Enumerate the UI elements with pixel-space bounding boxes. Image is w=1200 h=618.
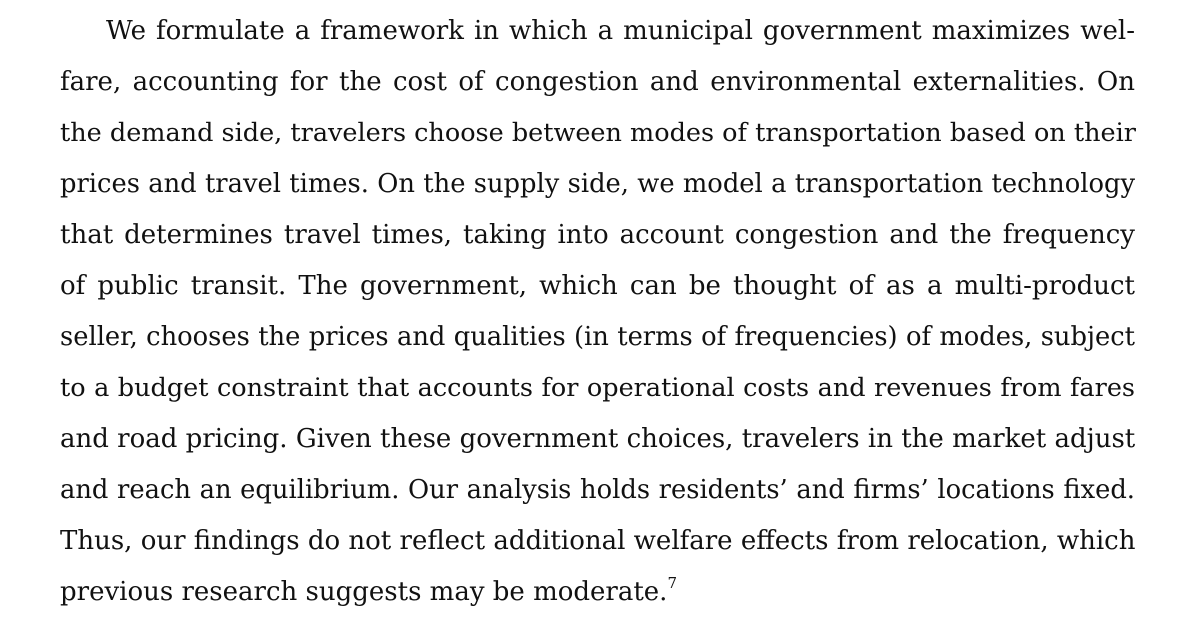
paragraph-line-10: and reach an equilibrium. Our analysis holds residents’ and firms’ locations fixed.	[60, 475, 1135, 505]
paragraph-line-7: seller, chooses the prices and qualities (in terms of frequencies) of modes, subject	[60, 322, 1135, 352]
footnote-marker[interactable]: 7	[667, 574, 677, 592]
paragraph-line-11: Thus, our findings do not reflect additional welfare effects from relocation, which	[60, 526, 1136, 556]
paragraph-line-3: the demand side, travelers choose between modes of transportation based on their	[60, 118, 1136, 148]
paragraph-line-2: fare, accounting for the cost of congestion and environmental externalities. On	[60, 67, 1135, 97]
paragraph-line-12	[60, 567, 1135, 618]
paragraph-line-1: We formulate a framework in which a municipal government maximizes wel-	[106, 16, 1135, 46]
paragraph-line-9: and road pricing. Given these government choices, travelers in the market adjust	[60, 424, 1136, 454]
paragraph-line-5: that determines travel times, taking into account congestion and the frequency	[60, 220, 1135, 250]
body-paragraph	[60, 6, 1135, 618]
paragraph-line-12-text: previous research suggests may be moderate.	[60, 577, 668, 607]
paragraph-line-4: prices and travel times. On the supply side, we model a transportation technology	[60, 169, 1135, 199]
paragraph-line-6: of public transit. The government, which can be thought of as a multi-product	[60, 271, 1135, 301]
paragraph-line-8: to a budget constraint that accounts for operational costs and revenues from fares	[60, 373, 1135, 403]
